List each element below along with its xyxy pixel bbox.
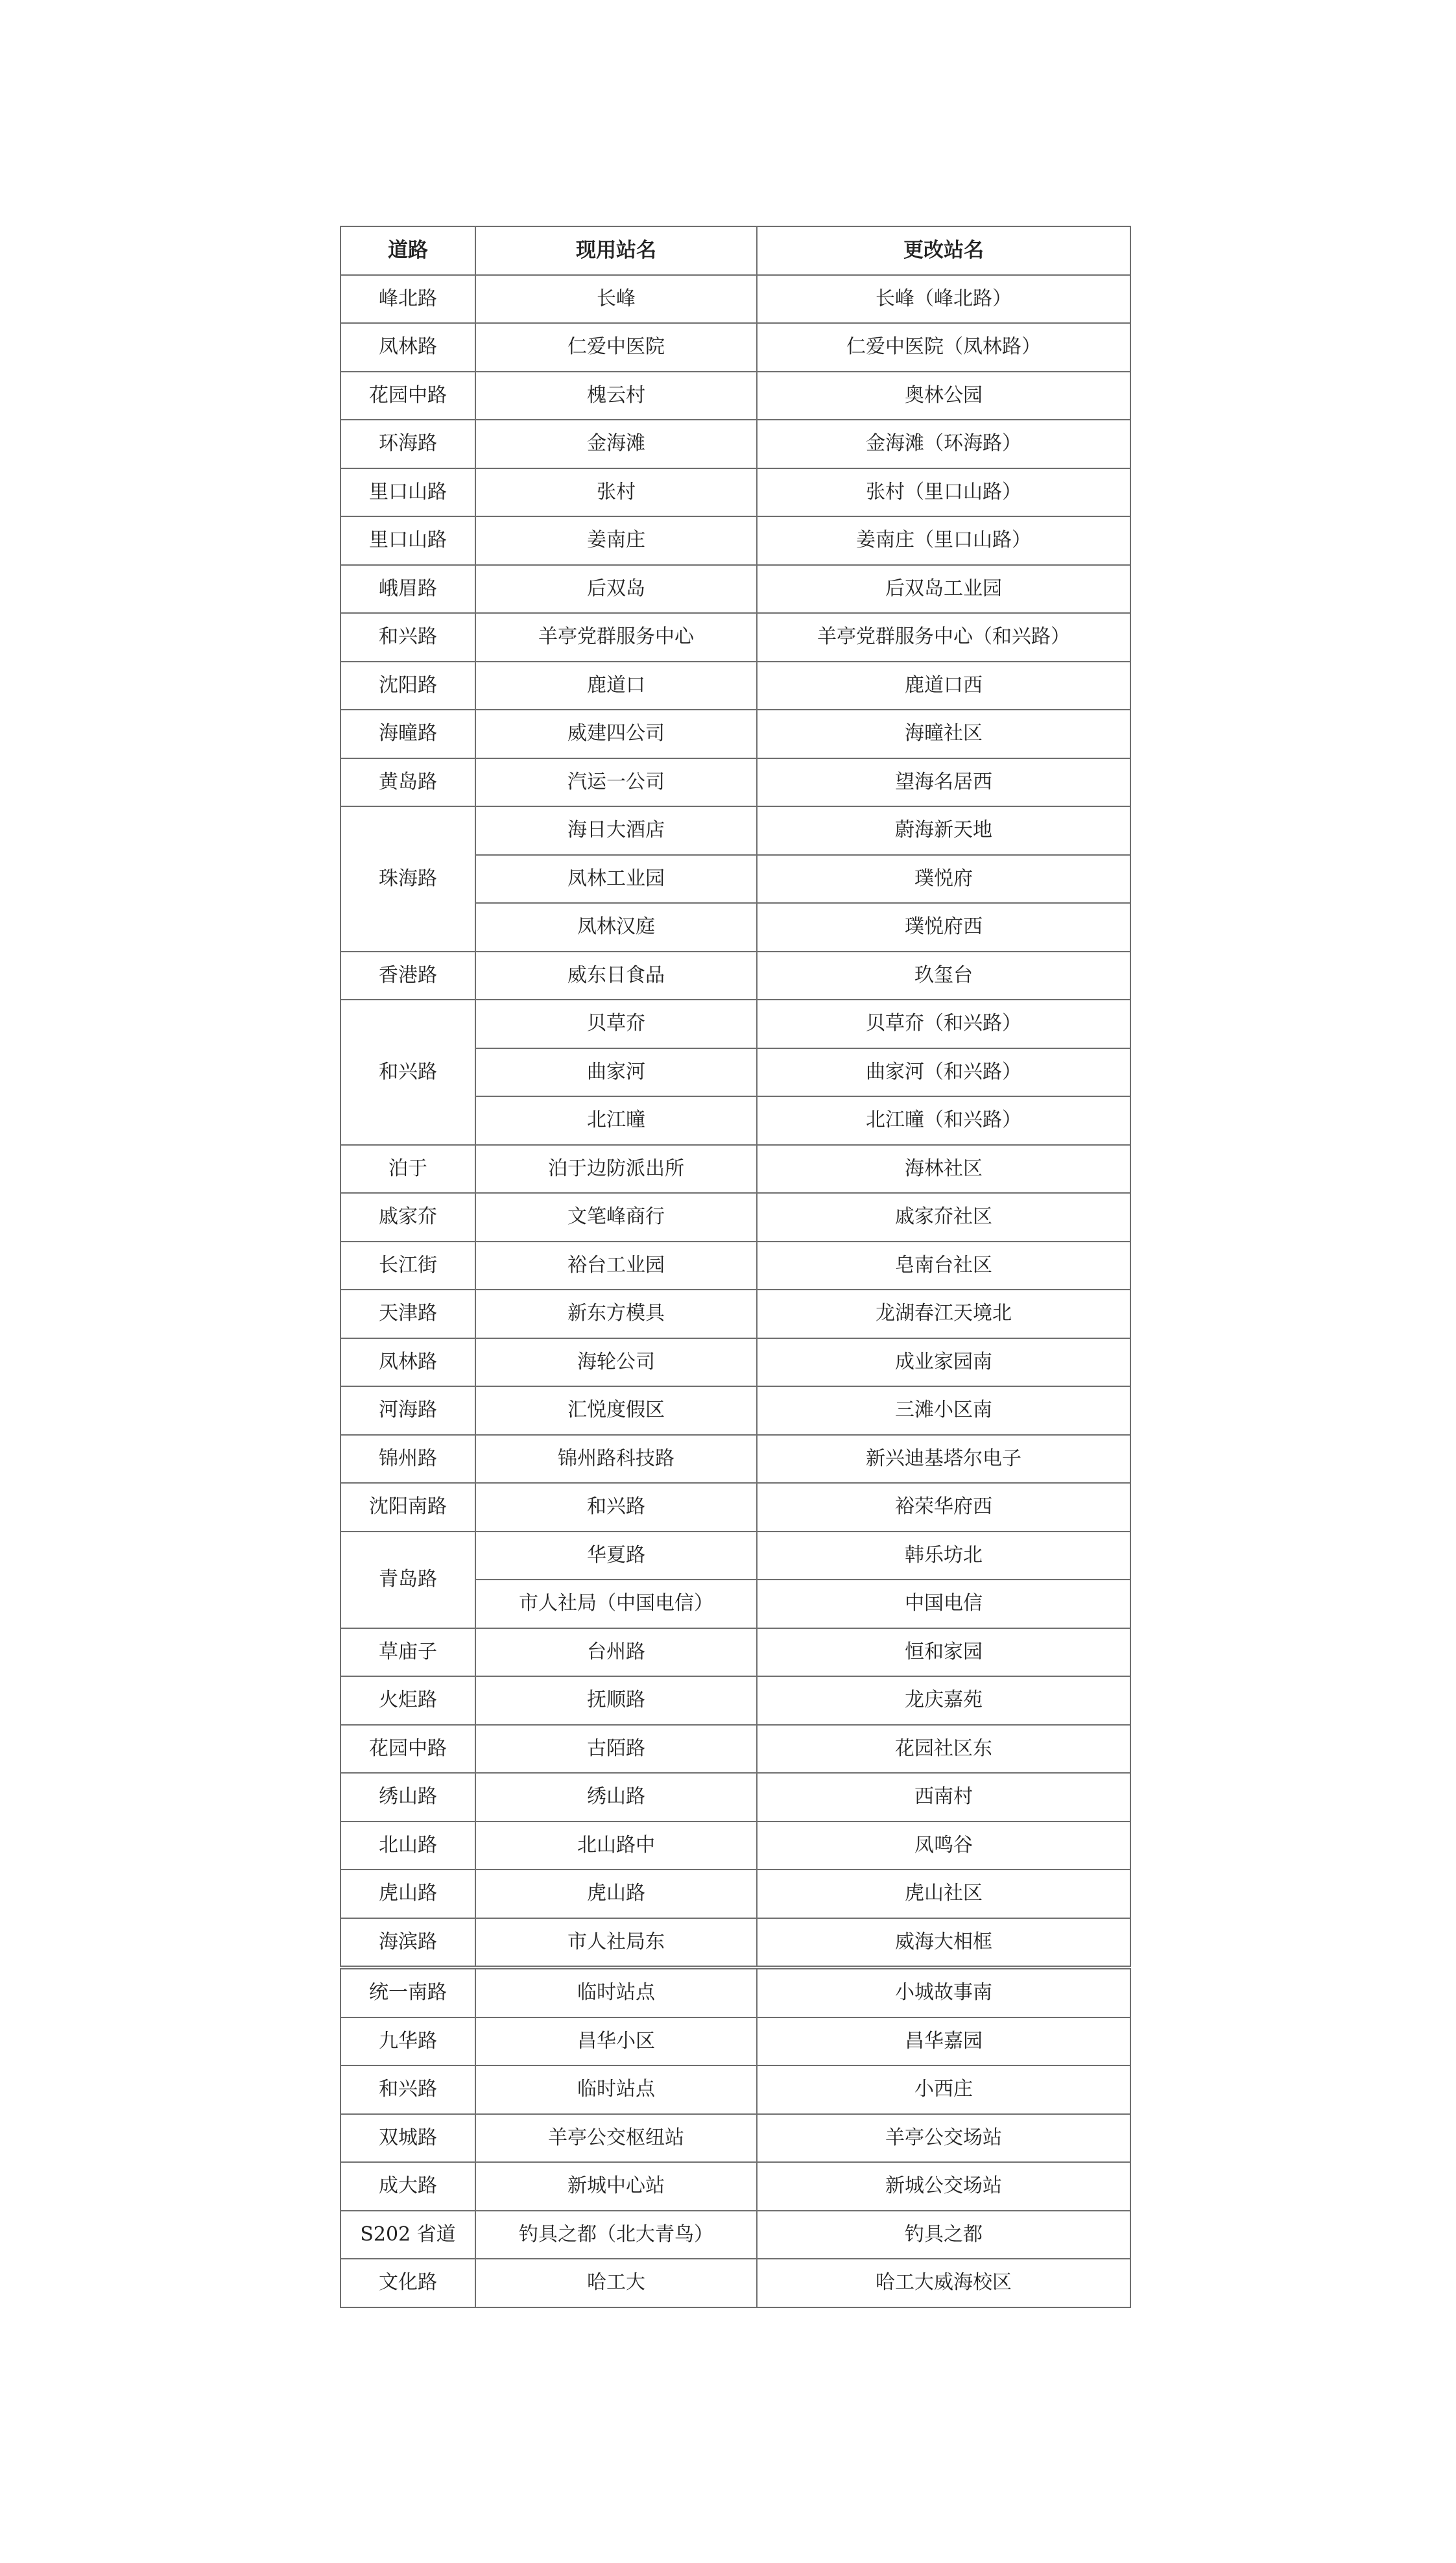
table-row [340, 1338, 1130, 1387]
header-road: 道路 [340, 226, 475, 275]
road-cell: S202 省道 [340, 2211, 475, 2259]
table-row [340, 1628, 1130, 1677]
current-name-cell: 文笔峰商行 [475, 1193, 757, 1242]
new-name-cell: 羊亭公交场站 [757, 2114, 1130, 2163]
road-cell: 天津路 [340, 1290, 475, 1338]
table-row [340, 1676, 1130, 1725]
road-cell: 里口山路 [340, 468, 475, 517]
new-name-cell: 威海大相框 [757, 1918, 1130, 1968]
new-name-cell: 蔚海新天地 [757, 806, 1130, 855]
road-cell: 九华路 [340, 2017, 475, 2066]
road-cell: 双城路 [340, 2114, 475, 2163]
new-name-cell: 玖玺台 [757, 952, 1130, 1000]
table-row [340, 1725, 1130, 1774]
road-cell: 花园中路 [340, 1725, 475, 1774]
table-row [340, 1870, 1130, 1918]
new-name-cell: 小西庄 [757, 2065, 1130, 2114]
new-name-cell: 贝草夼（和兴路） [757, 1000, 1130, 1048]
current-name-cell: 威东日食品 [475, 952, 757, 1000]
road-cell: 长江街 [340, 1242, 475, 1290]
road-cell: 成大路 [340, 2162, 475, 2211]
road-cell: 和兴路 [340, 613, 475, 662]
new-name-cell: 戚家夼社区 [757, 1193, 1130, 1242]
table-row [340, 565, 1130, 614]
new-name-cell: 后双岛工业园 [757, 565, 1130, 614]
current-name-cell: 抚顺路 [475, 1676, 757, 1725]
current-name-cell: 威建四公司 [475, 710, 757, 758]
new-name-cell: 曲家河（和兴路） [757, 1048, 1130, 1097]
current-name-cell: 金海滩 [475, 420, 757, 468]
table-row [340, 952, 1130, 1000]
road-cell: 草庙子 [340, 1628, 475, 1677]
table-row [340, 1193, 1130, 1242]
table-row [340, 710, 1130, 758]
current-name-cell: 长峰 [475, 275, 757, 324]
station-rename-table [340, 226, 1131, 2308]
table-row [340, 1435, 1130, 1484]
new-name-cell: 北江曈（和兴路） [757, 1096, 1130, 1145]
table-row [340, 1000, 1130, 1048]
table-row [340, 323, 1130, 372]
road-cell: 文化路 [340, 2259, 475, 2307]
current-name-cell: 锦州路科技路 [475, 1435, 757, 1484]
current-name-cell: 海日大酒店 [475, 806, 757, 855]
road-cell: 绣山路 [340, 1773, 475, 1822]
table-row [340, 275, 1130, 324]
current-name-cell: 哈工大 [475, 2259, 757, 2307]
current-name-cell: 海轮公司 [475, 1338, 757, 1387]
new-name-cell: 海林社区 [757, 1145, 1130, 1194]
road-cell: 虎山路 [340, 1870, 475, 1918]
current-name-cell: 裕台工业园 [475, 1242, 757, 1290]
current-name-cell: 虎山路 [475, 1870, 757, 1918]
road-cell: 里口山路 [340, 516, 475, 565]
road-cell: 凤林路 [340, 323, 475, 372]
road-cell: 泊于 [340, 1145, 475, 1194]
current-name-cell: 北山路中 [475, 1822, 757, 1870]
current-name-cell: 新城中心站 [475, 2162, 757, 2211]
table-row [340, 613, 1130, 662]
current-name-cell: 姜南庄 [475, 516, 757, 565]
road-cell: 沈阳南路 [340, 1483, 475, 1532]
table-row [340, 1967, 1130, 2017]
road-cell: 海曈路 [340, 710, 475, 758]
new-name-cell: 韩乐坊北 [757, 1532, 1130, 1580]
current-name-cell: 绣山路 [475, 1773, 757, 1822]
current-name-cell: 北江曈 [475, 1096, 757, 1145]
new-name-cell: 羊亭党群服务中心（和兴路） [757, 613, 1130, 662]
current-name-cell: 仁爱中医院 [475, 323, 757, 372]
table-row [340, 1822, 1130, 1870]
new-name-cell: 长峰（峰北路） [757, 275, 1130, 324]
road-cell: 珠海路 [340, 806, 475, 952]
road-cell: 黄岛路 [340, 758, 475, 807]
current-name-cell: 临时站点 [475, 2065, 757, 2114]
table-row [340, 2162, 1130, 2211]
table-header-row [340, 226, 1130, 275]
table-row [340, 1773, 1130, 1822]
current-name-cell: 凤林汉庭 [475, 903, 757, 952]
current-name-cell: 槐云村 [475, 372, 757, 420]
table-row [340, 662, 1130, 710]
road-cell: 海滨路 [340, 1918, 475, 1968]
road-cell: 锦州路 [340, 1435, 475, 1484]
new-name-cell: 成业家园南 [757, 1338, 1130, 1387]
table-row [340, 1386, 1130, 1435]
current-name-cell: 贝草夼 [475, 1000, 757, 1048]
road-cell: 青岛路 [340, 1532, 475, 1628]
road-cell: 河海路 [340, 1386, 475, 1435]
new-name-cell: 三滩小区南 [757, 1386, 1130, 1435]
new-name-cell: 龙庆嘉苑 [757, 1676, 1130, 1725]
new-name-cell: 龙湖春江天境北 [757, 1290, 1130, 1338]
table-row [340, 2211, 1130, 2259]
road-cell: 北山路 [340, 1822, 475, 1870]
road-cell: 火炬路 [340, 1676, 475, 1725]
road-cell: 环海路 [340, 420, 475, 468]
table-row [340, 806, 1130, 855]
table-row [340, 1532, 1130, 1580]
current-name-cell: 羊亭公交枢纽站 [475, 2114, 757, 2163]
table-row [340, 372, 1130, 420]
new-name-cell: 新城公交场站 [757, 2162, 1130, 2211]
road-cell: 花园中路 [340, 372, 475, 420]
current-name-cell: 羊亭党群服务中心 [475, 613, 757, 662]
current-name-cell: 汇悦度假区 [475, 1386, 757, 1435]
new-name-cell: 仁爱中医院（凤林路） [757, 323, 1130, 372]
new-name-cell: 海曈社区 [757, 710, 1130, 758]
new-name-cell: 虎山社区 [757, 1870, 1130, 1918]
new-name-cell: 鹿道口西 [757, 662, 1130, 710]
header-new-name: 更改站名 [757, 226, 1130, 275]
road-cell: 峨眉路 [340, 565, 475, 614]
new-name-cell: 金海滩（环海路） [757, 420, 1130, 468]
road-cell: 峰北路 [340, 275, 475, 324]
road-cell: 统一南路 [340, 1967, 475, 2017]
road-cell: 戚家夼 [340, 1193, 475, 1242]
current-name-cell: 曲家河 [475, 1048, 757, 1097]
table-row [340, 2017, 1130, 2066]
table-row [340, 1483, 1130, 1532]
header-current-name: 现用站名 [475, 226, 757, 275]
table-row [340, 2259, 1130, 2307]
current-name-cell: 汽运一公司 [475, 758, 757, 807]
current-name-cell: 张村 [475, 468, 757, 517]
road-cell: 沈阳路 [340, 662, 475, 710]
current-name-cell: 钓具之都（北大青鸟） [475, 2211, 757, 2259]
new-name-cell: 钓具之都 [757, 2211, 1130, 2259]
new-name-cell: 张村（里口山路） [757, 468, 1130, 517]
table-body [340, 275, 1130, 2307]
current-name-cell: 古陌路 [475, 1725, 757, 1774]
new-name-cell: 恒和家园 [757, 1628, 1130, 1677]
table-row [340, 1145, 1130, 1194]
table-row [340, 516, 1130, 565]
road-cell: 和兴路 [340, 1000, 475, 1145]
current-name-cell: 华夏路 [475, 1532, 757, 1580]
new-name-cell: 哈工大威海校区 [757, 2259, 1130, 2307]
table-row [340, 1242, 1130, 1290]
current-name-cell: 鹿道口 [475, 662, 757, 710]
road-cell: 香港路 [340, 952, 475, 1000]
new-name-cell: 新兴迪基塔尔电子 [757, 1435, 1130, 1484]
current-name-cell: 和兴路 [475, 1483, 757, 1532]
current-name-cell: 凤林工业园 [475, 855, 757, 904]
current-name-cell: 市人社局（中国电信） [475, 1580, 757, 1628]
road-cell: 和兴路 [340, 2065, 475, 2114]
new-name-cell: 璞悦府西 [757, 903, 1130, 952]
current-name-cell: 台州路 [475, 1628, 757, 1677]
new-name-cell: 姜南庄（里口山路） [757, 516, 1130, 565]
new-name-cell: 昌华嘉园 [757, 2017, 1130, 2066]
new-name-cell: 中国电信 [757, 1580, 1130, 1628]
new-name-cell: 凤鸣谷 [757, 1822, 1130, 1870]
new-name-cell: 奥林公园 [757, 372, 1130, 420]
new-name-cell: 璞悦府 [757, 855, 1130, 904]
new-name-cell: 西南村 [757, 1773, 1130, 1822]
current-name-cell: 泊于边防派出所 [475, 1145, 757, 1194]
table-row [340, 1290, 1130, 1338]
table-row [340, 758, 1130, 807]
table-row [340, 1918, 1130, 1968]
table-row [340, 2114, 1130, 2163]
table-row [340, 468, 1130, 517]
current-name-cell: 昌华小区 [475, 2017, 757, 2066]
current-name-cell: 临时站点 [475, 1967, 757, 2017]
table-row [340, 2065, 1130, 2114]
table-row [340, 420, 1130, 468]
current-name-cell: 新东方模具 [475, 1290, 757, 1338]
current-name-cell: 后双岛 [475, 565, 757, 614]
road-cell: 凤林路 [340, 1338, 475, 1387]
new-name-cell: 花园社区东 [757, 1725, 1130, 1774]
current-name-cell: 市人社局东 [475, 1918, 757, 1968]
new-name-cell: 裕荣华府西 [757, 1483, 1130, 1532]
new-name-cell: 望海名居西 [757, 758, 1130, 807]
new-name-cell: 皂南台社区 [757, 1242, 1130, 1290]
new-name-cell: 小城故事南 [757, 1967, 1130, 2017]
